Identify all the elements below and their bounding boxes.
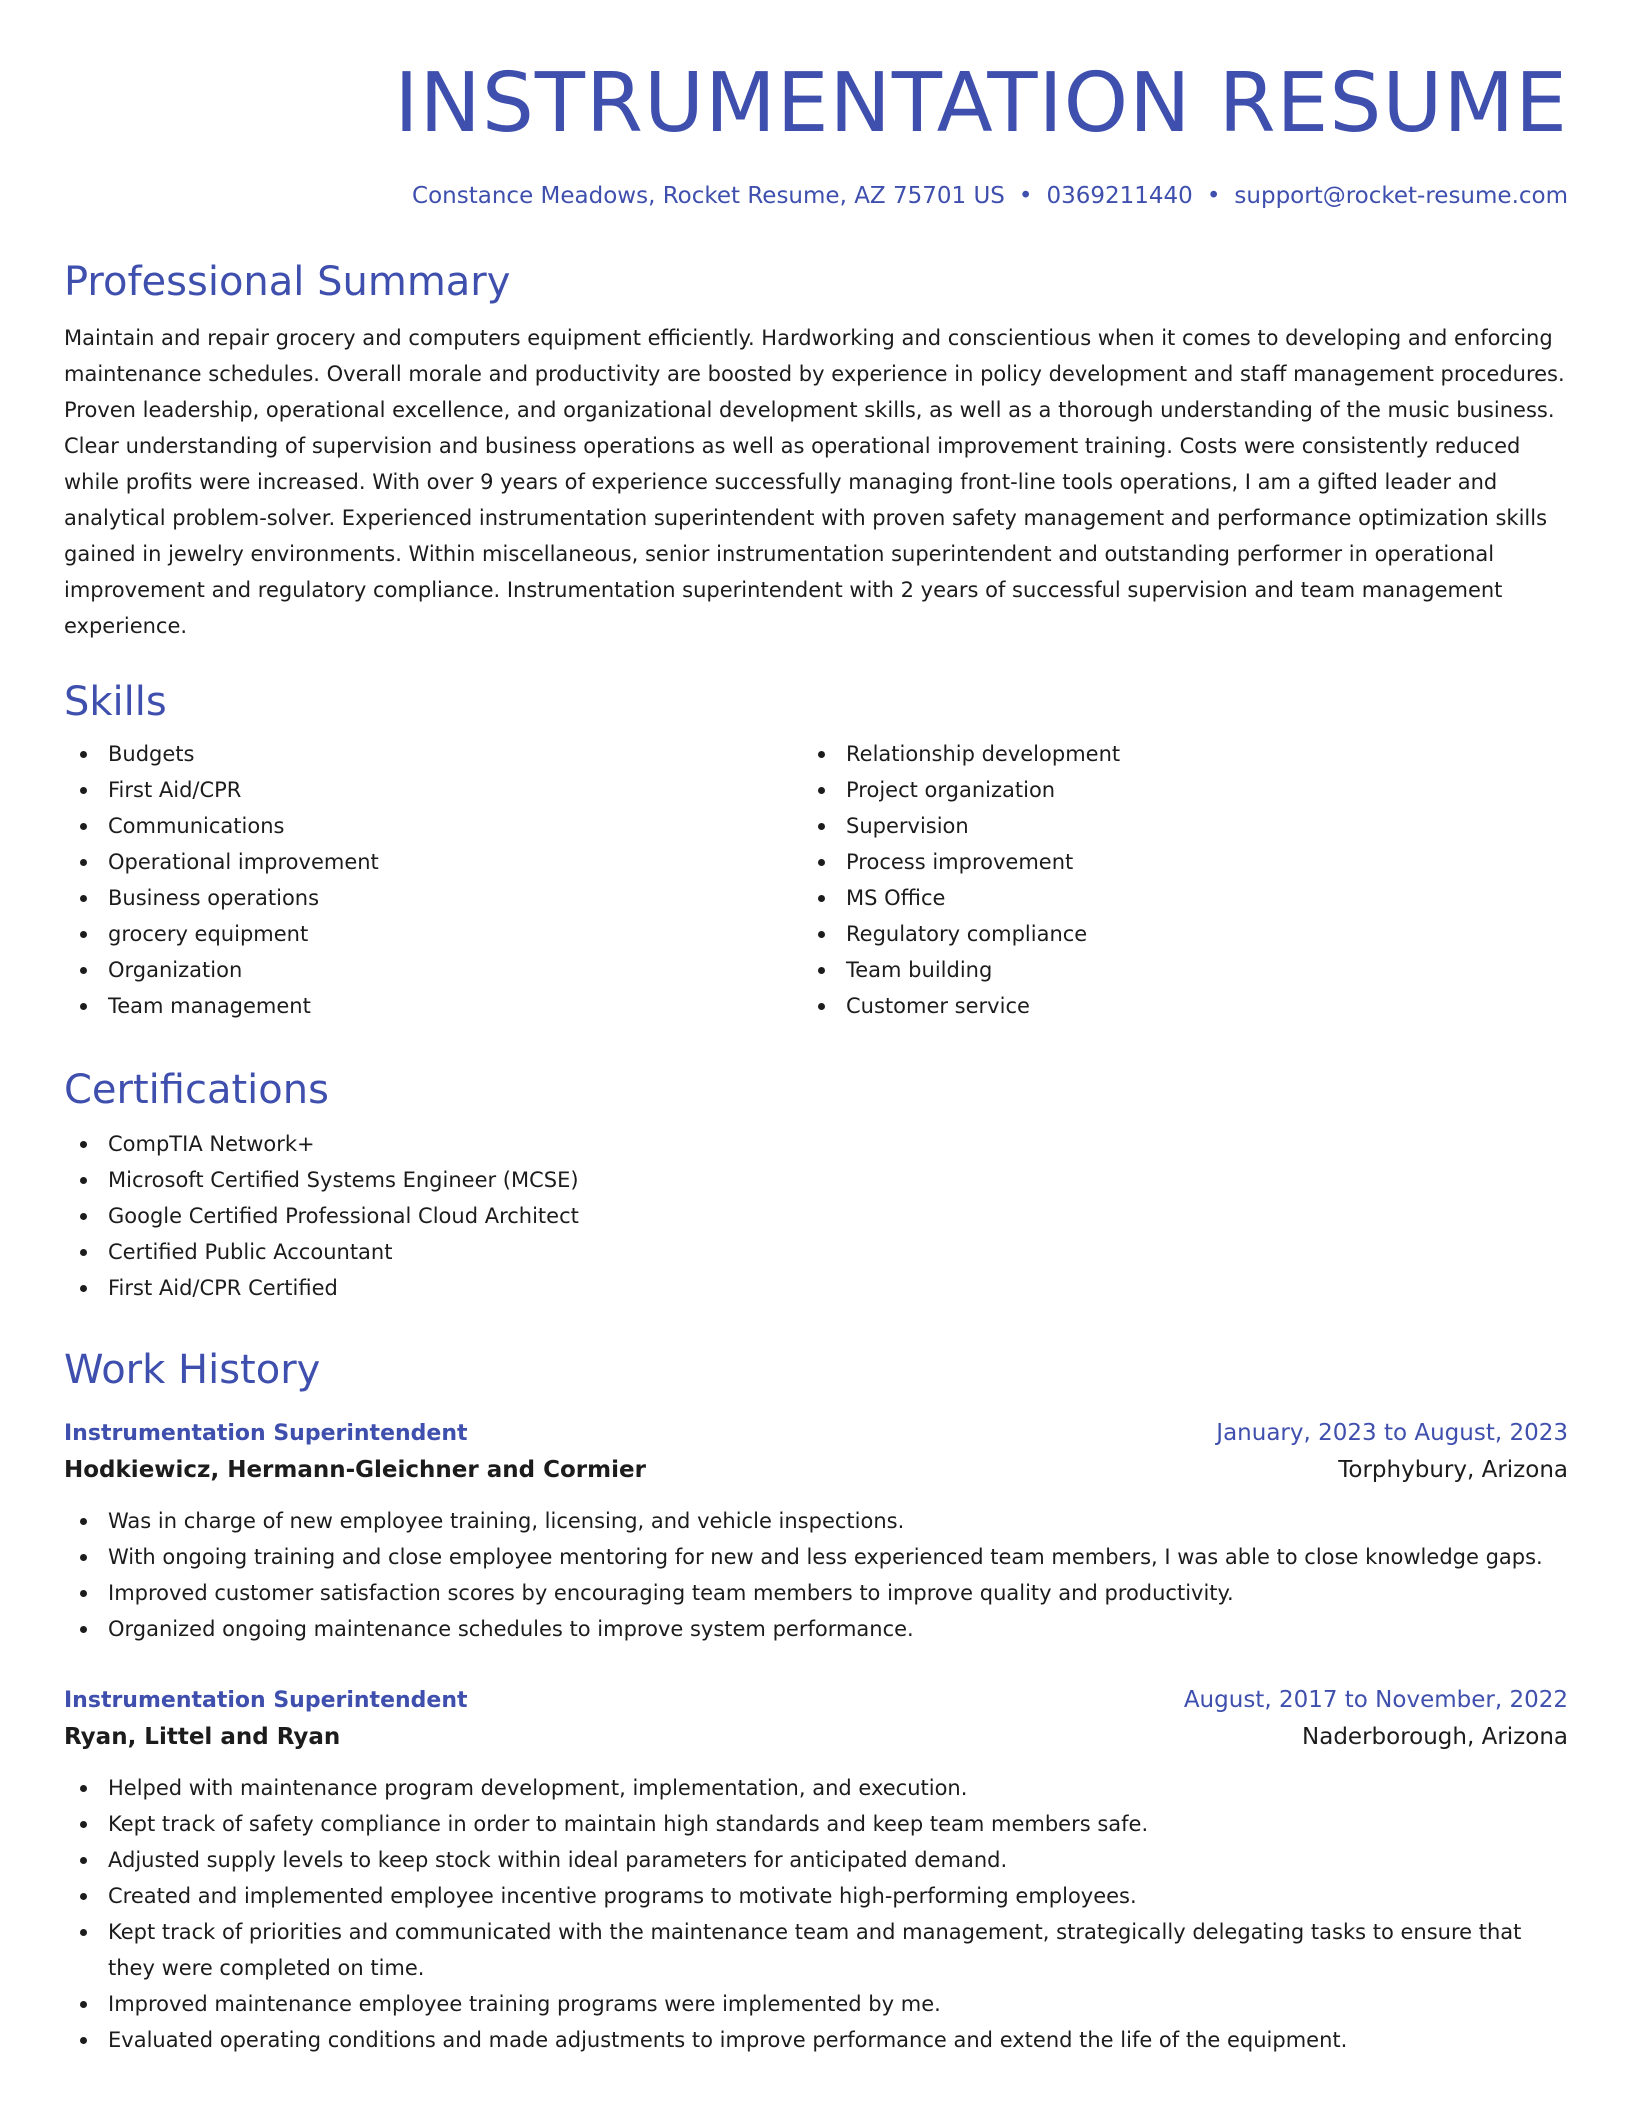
skill-item: Organization: [64, 952, 802, 988]
job-bullet: Helped with maintenance program development, implementation, and execution.: [64, 1770, 1568, 1806]
job-dates: August, 2017 to November, 2022: [1183, 1687, 1568, 1713]
skill-item: Communications: [64, 808, 802, 844]
skills-list-left: [64, 736, 802, 1024]
contact-line: [412, 180, 1568, 212]
work-history-section: [64, 1346, 1568, 1394]
skill-item: Team management: [64, 988, 802, 1024]
summary-text: Maintain and repair grocery and computers equipment efficiently. Hardworking and conscientious when it comes to developing and enforcing maintenance schedules. Overall morale and productivity are boosted by experience in policy development and staff management procedures. Proven leadership, operational excellence, and organizational development skills, as well as a thorough understanding of the music business. Clear understanding of supervision and business operations as well as operational improvement training. Costs were consistently reduced while profits were increased. With over 9 years of experience successfully managing front-line tools operations, I am a gifted leader and analytical problem-solver. Experienced instrumentation superintendent with proven safety management and performance optimization skills gained in jewelry environments. Within miscellaneous, senior instrumentation superintendent and outstanding performer in operational improvement and regulatory compliance. Instrumentation superintendent with 2 years of successful supervision and team management experience.: [64, 326, 1565, 638]
job-dates: January, 2023 to August, 2023: [1216, 1420, 1568, 1446]
skill-item: Business operations: [64, 880, 802, 916]
job-header-row: [64, 1683, 1568, 1718]
certification-item: First Aid/CPR Certified: [64, 1270, 1568, 1306]
certification-item: Certified Public Accountant: [64, 1234, 1568, 1270]
skill-item: Supervision: [802, 808, 1540, 844]
skills-list-right: [802, 736, 1540, 1024]
certifications-list: [64, 1126, 1568, 1306]
summary-heading: Professional Summary: [64, 259, 511, 305]
job-bullet: Kept track of priorities and communicated with the maintenance team and management, strategically delegating tasks to ensure that they were completed on time.: [64, 1914, 1568, 1986]
job-company: Ryan, Littel and Ryan: [64, 1724, 341, 1750]
job-title: Instrumentation Superintendent: [64, 1688, 468, 1713]
job-entry: [64, 1683, 1568, 2058]
skill-item: Customer service: [802, 988, 1540, 1024]
certification-item: Google Certified Professional Cloud Architect: [64, 1198, 1568, 1234]
certifications-section: [64, 1066, 1568, 1306]
skill-item: Project organization: [802, 772, 1540, 808]
certification-item: CompTIA Network+: [64, 1126, 1568, 1162]
skills-heading: Skills: [64, 679, 167, 725]
resume-title: INSTRUMENTATION RESUME: [394, 56, 1568, 151]
summary-section: [64, 258, 1568, 644]
job-entry: [64, 1416, 1568, 1647]
job-bullet: Created and implemented employee incentive programs to motivate high-performing employees.: [64, 1878, 1568, 1914]
skill-item: Budgets: [64, 736, 802, 772]
job-company-row: [64, 1451, 1568, 1489]
skills-columns: [64, 736, 1568, 1024]
contact-separator: •: [1018, 183, 1033, 209]
job-company: Hodkiewicz, Hermann-Gleichner and Cormier: [64, 1457, 646, 1483]
job-bullet: Was in charge of new employee training, licensing, and vehicle inspections.: [64, 1503, 1568, 1539]
contact-phone: 0369211440: [1046, 183, 1193, 209]
skill-item: MS Office: [802, 880, 1540, 916]
skill-item: Relationship development: [802, 736, 1540, 772]
job-company-row: [64, 1718, 1568, 1756]
skill-item: grocery equipment: [64, 916, 802, 952]
skill-item: First Aid/CPR: [64, 772, 802, 808]
skill-item: Process improvement: [802, 844, 1540, 880]
skills-section: [64, 678, 1568, 1024]
job-title: Instrumentation Superintendent: [64, 1421, 468, 1446]
job-bullet: Improved customer satisfaction scores by encouraging team members to improve quality and productivity.: [64, 1575, 1568, 1611]
job-header-row: [64, 1416, 1568, 1451]
contact-address: Constance Meadows, Rocket Resume, AZ 75701 US: [412, 183, 1005, 209]
job-bullet: Improved maintenance employee training programs were implemented by me.: [64, 1986, 1568, 2022]
job-bullet: With ongoing training and close employee mentoring for new and less experienced team members, I was able to close knowledge gaps.: [64, 1539, 1568, 1575]
skill-item: Operational improvement: [64, 844, 802, 880]
skill-item: Regulatory compliance: [802, 916, 1540, 952]
job-location: Torphybury, Arizona: [1338, 1457, 1568, 1483]
job-bullet: Evaluated operating conditions and made adjustments to improve performance and extend the life of the equipment.: [64, 2022, 1568, 2058]
certification-item: Microsoft Certified Systems Engineer (MCSE): [64, 1162, 1568, 1198]
work-history-heading: Work History: [64, 1347, 321, 1393]
job-bullets: [64, 1503, 1568, 1647]
certifications-heading: Certifications: [64, 1067, 329, 1113]
job-bullet: Kept track of safety compliance in order to maintain high standards and keep team members safe.: [64, 1806, 1568, 1842]
contact-email[interactable]: support@rocket-resume.com: [1234, 183, 1568, 209]
job-bullets: [64, 1770, 1568, 2058]
job-bullet: Adjusted supply levels to keep stock within ideal parameters for anticipated demand.: [64, 1842, 1568, 1878]
skill-item: Team building: [802, 952, 1540, 988]
job-location: Naderborough, Arizona: [1302, 1724, 1568, 1750]
contact-separator: •: [1206, 183, 1221, 209]
job-bullet: Organized ongoing maintenance schedules to improve system performance.: [64, 1611, 1568, 1647]
